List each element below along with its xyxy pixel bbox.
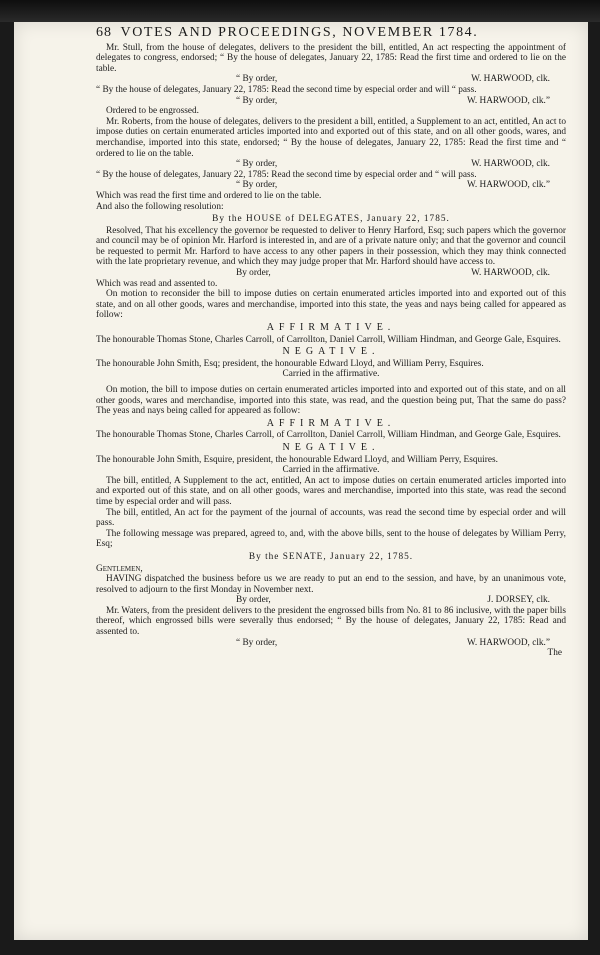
paragraph: The following message was prepared, agreed to, and, with the above bills, sent to the house of delegates by William Perry, Esq;: [96, 528, 566, 550]
vote-heading-negative: NEGATIVE.: [282, 346, 380, 358]
signature-line: “ By order, W. HARWOOD, clk.”: [236, 95, 550, 106]
vote-result: Carried in the affirmative.: [282, 465, 380, 476]
running-header: [96, 25, 566, 40]
endorsement: “ By the house of delegates, January 22, 1785: Read the second time by especial order and “ will pass.: [96, 169, 477, 180]
paragraph: And also the following resolution:: [96, 201, 224, 212]
endorsement: “ By the house of delegates, January 22, 1785: Read the second time by especial order and will “ pass.: [96, 84, 477, 95]
paragraph: Which was read and assented to.: [96, 278, 218, 289]
paragraph: The bill, entitled, A Supplement to the act, entitled, An act to impose duties on certain enumerated articles imported into and exported out of this state, and on all other goods, wares and merchandise, imported into this state, was read the second time by especial order and will pass.: [96, 475, 566, 507]
page-number: 68: [96, 25, 112, 40]
section-heading-house: By the HOUSE of DELEGATES, January 22, 1785.: [212, 214, 450, 225]
paragraph: Which was read the first time and ordered to lie on the table.: [96, 190, 322, 201]
signature-line: “ By order, W. HARWOOD, clk.: [236, 159, 550, 170]
resolution: Resolved, That his excellency the governor be requested to deliver to Henry Harford, Esq; such papers which the governor and council may be of opinion Mr. Harford is interested in, and are of a private nature only; and that the governor and council be requested to permit Mr. Harford to have access to any other papers in their possession, which they may think connected with the late proprietary revenue, and which they may judge proper that Mr. Harford should have access to.: [96, 225, 566, 268]
signature-line: By order, W. HARWOOD, clk.: [236, 268, 550, 279]
vote-heading-affirmative: AFFIRMATIVE.: [266, 417, 396, 429]
vote-heading-negative: NEGATIVE.: [282, 441, 380, 453]
paragraph: The bill, entitled, An act for the payment of the journal of accounts, was read the second time by especial order and will pass.: [96, 507, 566, 529]
signature-line: By order, J. DORSEY, clk.: [236, 595, 550, 606]
vote-heading-affirmative: AFFIRMATIVE.: [266, 322, 396, 334]
paragraph: On motion to reconsider the bill to impose duties on certain enumerated articles imported into and exported out of this state, and on all other goods, wares and merchandise, imported into this state, the yeas and nays being called for appeared as follow:: [96, 289, 566, 321]
vote-result: Carried in the affirmative.: [282, 369, 380, 380]
scan-top-edge: [0, 0, 600, 22]
section-heading-senate: By the SENATE, January 22, 1785.: [248, 551, 414, 562]
vote-names: The honourable John Smith, Esq; president, the honourable Edward Lloyd, and William Perry, Esquires.: [96, 358, 484, 369]
signature-line: “ By order, W. HARWOOD, clk.: [236, 74, 550, 85]
page-title: VOTES AND PROCEEDINGS, NOVEMBER 1784.: [120, 25, 479, 40]
paragraph: Mr. Roberts, from the house of delegates, delivers to the president a bill, entitled, a Supplement to an act, entitled, An act to impose duties on certain enumerated articles imported into and exported out of this state, and on all other goods, wares, and merchandise, imported into this state, endorsed; “ By the house of delegates, January 22, 1785: Read the first time and “ ordered to lie on the table.: [96, 116, 566, 159]
paragraph: Mr. Stull, from the house of delegates, delivers to the president the bill, entitled, An act respecting the appointment of delegates to congress, endorsed; “ By the house of delegates, January 22, 1785: Read the first time and ordered to lie on the table.: [96, 42, 566, 74]
page-content: [96, 25, 566, 659]
catchword: The: [547, 648, 562, 659]
vote-names: The honourable Thomas Stone, Charles Carroll, of Carrollton, Daniel Carroll, William Hindman, and George Gale, Esquires.: [96, 430, 561, 441]
paragraph: Ordered to be engrossed.: [106, 106, 199, 117]
vote-names: The honourable Thomas Stone, Charles Carroll, of Carrollton, Daniel Carroll, William Hindman, and George Gale, Esquires.: [96, 334, 561, 345]
salutation: Gentlemen,: [96, 563, 143, 574]
paragraph: Mr. Waters, from the president delivers to the president the engrossed bills from No. 81 to 86 inclusive, with the paper bills thereof, which engrossed bills were severally thus endorsed; “ By the house of delegates, January 22, 1785: Read and assented to.: [96, 605, 566, 638]
signature-line: “ By order, W. HARWOOD, clk.”: [236, 637, 550, 648]
signature-line: “ By order, W. HARWOOD, clk.”: [236, 180, 550, 191]
vote-names: The honourable John Smith, Esquire, president, the honourable Edward Lloyd, and William Perry, Esquires.: [96, 454, 498, 465]
message-body: HAVING dispatched the business before us we are ready to put an end to the session, and have, by an unanimous vote, resolved to adjourn to the first Monday in November next.: [96, 574, 566, 595]
paragraph: On motion, the bill to impose duties on certain enumerated articles imported into and exported out of this state, and on all other goods, wares and merchandise, imported into this state, was read, and the question being put, That the same do pass? The yeas and nays being called for appeared as follow:: [96, 385, 566, 417]
